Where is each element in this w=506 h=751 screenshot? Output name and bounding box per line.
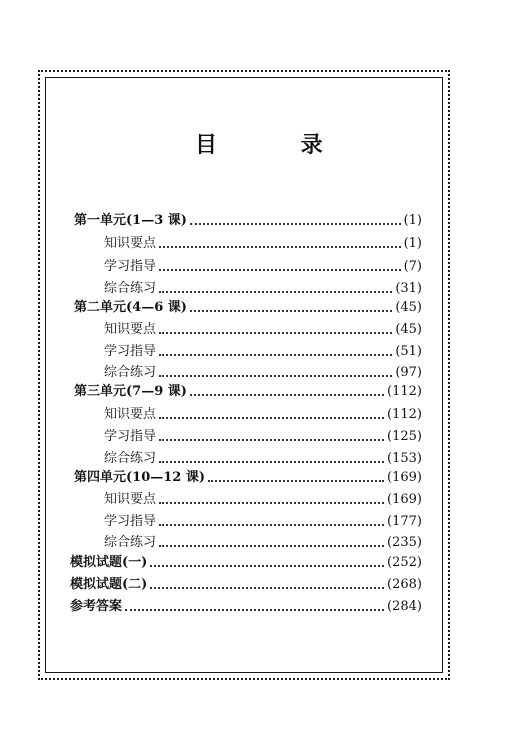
toc-unit-1-guidance[interactable] — [104, 257, 422, 277]
toc-entry-label: 知识要点 — [104, 492, 157, 507]
dot-leader — [159, 502, 384, 504]
toc-unit-4-practice[interactable] — [104, 533, 422, 553]
toc-unit-2[interactable] — [74, 298, 422, 318]
toc-entry-label: 第一单元(1—3 课) — [74, 213, 187, 228]
toc-page-number: (97) — [395, 365, 422, 380]
toc-unit-1[interactable] — [74, 211, 422, 231]
toc-page-number: (252) — [387, 555, 422, 570]
toc-answers[interactable] — [70, 597, 422, 617]
toc-page-number: (169) — [387, 492, 422, 507]
toc-mock-exam-2[interactable] — [70, 575, 422, 595]
toc-entry-label: 学习指导 — [104, 514, 157, 529]
toc-entry-label: 知识要点 — [104, 407, 157, 422]
dot-leader — [190, 394, 384, 396]
toc-page-number: (268) — [387, 577, 422, 592]
toc-unit-2-knowledge[interactable] — [104, 320, 422, 340]
toc-unit-1-knowledge[interactable] — [104, 234, 422, 254]
dot-leader — [159, 332, 392, 334]
toc-entry-label: 第二单元(4—6 课) — [74, 300, 187, 315]
dot-leader — [190, 223, 401, 225]
dot-leader — [159, 375, 392, 377]
toc-page-number: (7) — [403, 259, 422, 274]
toc-page-number: (112) — [387, 407, 422, 422]
toc-entry-label: 学习指导 — [104, 259, 157, 274]
toc-entry-label: 综合练习 — [104, 281, 157, 296]
toc-entry-label: 模拟试题(二) — [70, 577, 148, 592]
toc-entry-label: 学习指导 — [104, 344, 157, 359]
toc-unit-3-practice[interactable] — [104, 449, 422, 469]
dot-leader — [159, 439, 384, 441]
page-title: 目 录 — [195, 132, 361, 158]
toc-entry-label: 知识要点 — [104, 236, 157, 251]
toc-entry-label: 学习指导 — [104, 429, 157, 444]
toc-entry-label: 参考答案 — [70, 599, 123, 614]
toc-entry-label: 综合练习 — [104, 365, 157, 380]
toc-page-number: (31) — [395, 281, 422, 296]
toc-page-number: (169) — [387, 470, 422, 485]
toc-entry-label: 综合练习 — [104, 535, 157, 550]
toc-mock-exam-1[interactable] — [70, 553, 422, 573]
dot-leader — [208, 480, 384, 482]
toc-page-number: (153) — [387, 451, 422, 466]
toc-entry-label: 第四单元(10—12 课) — [74, 470, 206, 485]
toc-entry-label: 模拟试题(一) — [70, 555, 148, 570]
toc-entry-label: 第三单元(7—9 课) — [74, 384, 187, 399]
toc-page-number: (1) — [403, 236, 422, 251]
toc-unit-3-guidance[interactable] — [104, 427, 422, 447]
toc-page-number: (51) — [395, 344, 422, 359]
dot-leader — [150, 565, 384, 567]
toc-unit-2-practice[interactable] — [104, 363, 422, 383]
toc-unit-1-practice[interactable] — [104, 279, 422, 299]
dot-leader — [159, 545, 384, 547]
toc-page-number: (284) — [387, 599, 422, 614]
dot-leader — [159, 246, 401, 248]
toc-unit-3-knowledge[interactable] — [104, 405, 422, 425]
toc-page-number: (1) — [403, 213, 422, 228]
toc-unit-4-knowledge[interactable] — [104, 490, 422, 510]
toc-page-number: (177) — [387, 514, 422, 529]
dot-leader — [159, 461, 384, 463]
dot-leader — [190, 310, 392, 312]
toc-unit-3[interactable] — [74, 382, 422, 402]
toc-entry-label: 知识要点 — [104, 322, 157, 337]
dot-leader — [159, 417, 384, 419]
toc-entry-label: 综合练习 — [104, 451, 157, 466]
dot-leader — [159, 291, 392, 293]
dot-leader — [125, 609, 384, 611]
toc-unit-2-guidance[interactable] — [104, 342, 422, 362]
dot-leader — [159, 269, 401, 271]
toc-page-number: (125) — [387, 429, 422, 444]
toc-unit-4[interactable] — [74, 468, 422, 488]
toc-page-number: (112) — [387, 384, 422, 399]
toc-unit-4-guidance[interactable] — [104, 512, 422, 532]
dot-leader — [159, 354, 392, 356]
toc-page-number: (45) — [395, 300, 422, 315]
dot-leader — [150, 587, 384, 589]
toc-page-number: (45) — [395, 322, 422, 337]
toc-page-number: (235) — [387, 535, 422, 550]
dot-leader — [159, 524, 384, 526]
